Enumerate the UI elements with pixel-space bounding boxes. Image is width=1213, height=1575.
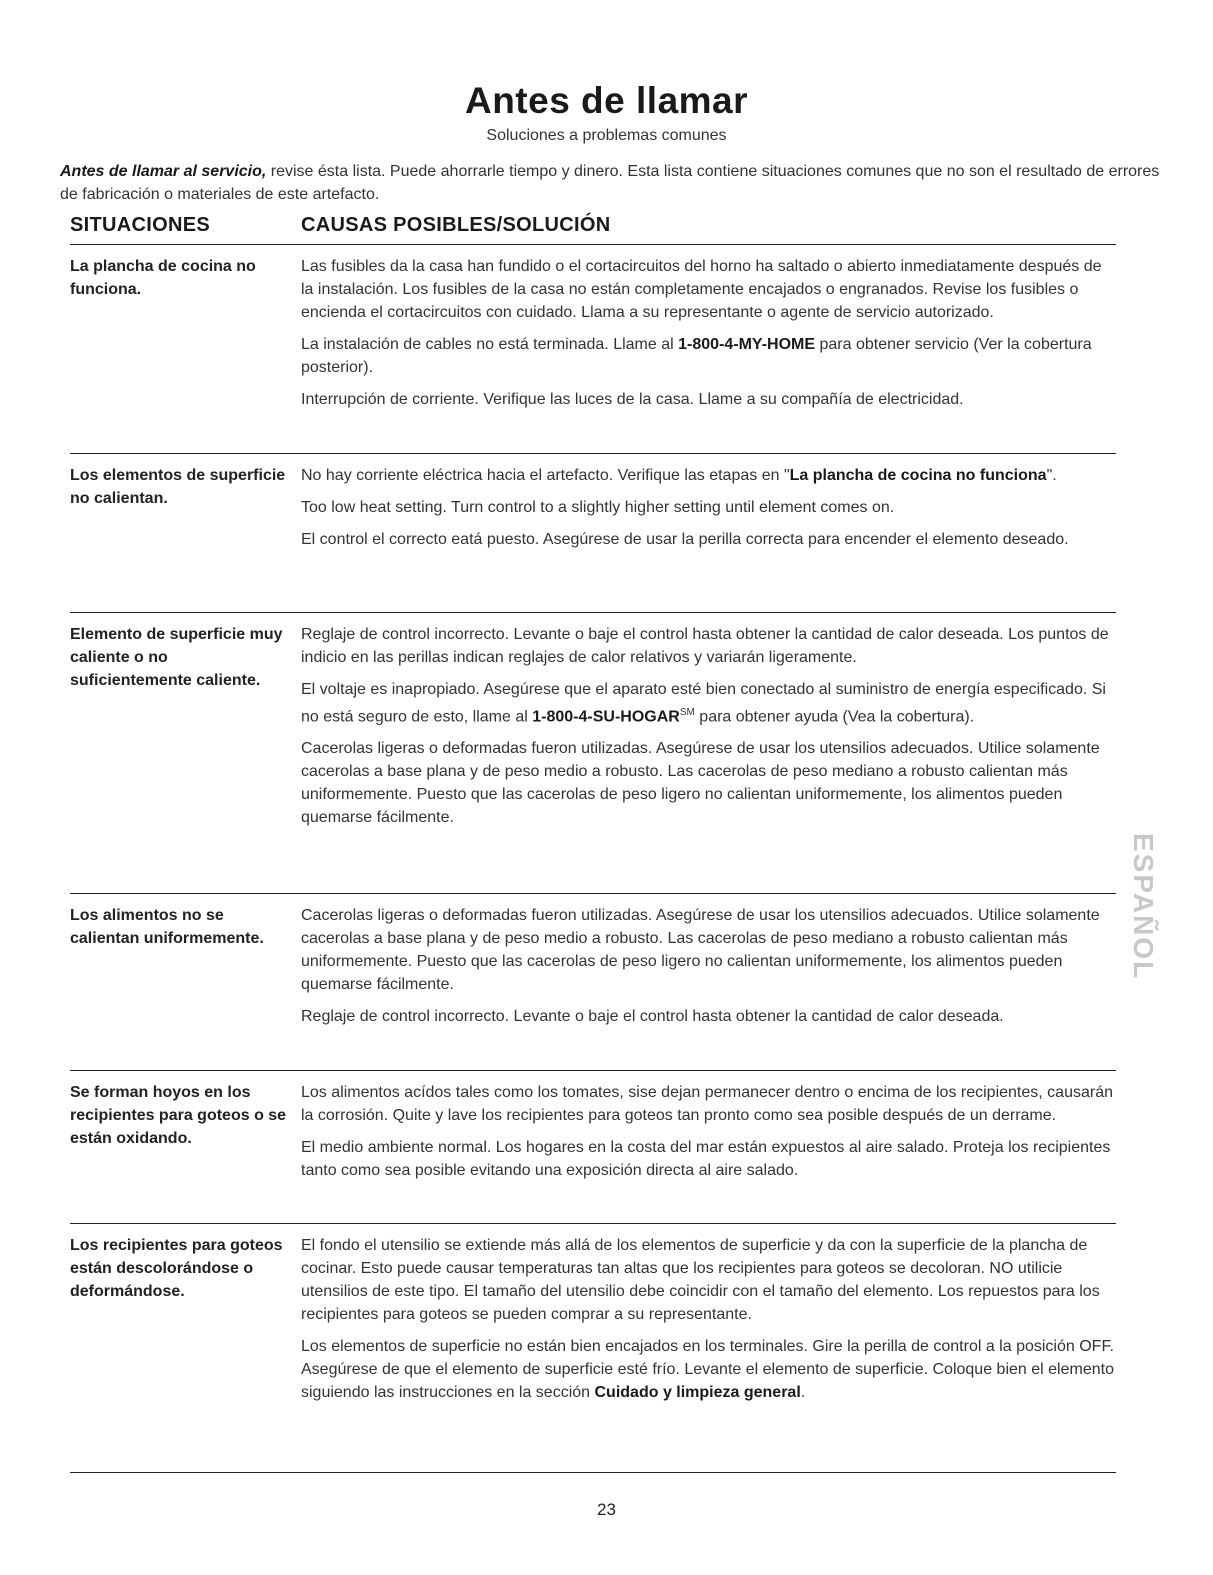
cause-text: para obtener servicio (Ver la cobertura posterior). [301,336,1092,376]
cause-emphasis: Cuidado y limpieza general [594,1384,801,1401]
cause-paragraph: Cacerolas ligeras o deformadas fueron utilizadas. Asegúrese de usar los utensilios adecuados. Utilice solamente cacerolas a base plana y de peso medio a robusto. Las cacerolas de peso mediano a robusto calientan más uniformemente. Puesto que las cacerolas de peso ligero no calientan uniformemente, los alimentos pueden quemarse fácilmente. [301,907,1100,993]
situation-label: La plancha de cocina no funciona. [70,258,256,298]
cause-emphasis: La plancha de cocina no funciona [789,467,1047,484]
situation-label: Se forman hoyos en los recipientes para goteos o se están oxidando. [70,1084,287,1147]
cause-paragraph: Too low heat setting. Turn control to a slightly higher setting until element comes on. [301,499,895,516]
cause-paragraph: El control el correcto eatá puesto. Asegúrese de usar la perilla correcta para encender el elemento deseado. [301,531,1069,548]
cause-paragraph [301,464,1116,487]
cause-paragraph: Cacerolas ligeras o deformadas fueron utilizadas. Asegúrese de usar los utensilios adecuados. Utilice solamente cacerolas a base plana y de peso medio a robusto. Las cacerolas de peso mediano a robusto calientan más uniformemente. Puesto que las cacerolas de peso ligero no calientan uniformemente, los alimentos pueden quemarse fácilmente. [301,740,1100,827]
table-row [70,453,1116,548]
cause-text: Los elementos de superficie no están bien encajados en los terminales. Gire la perilla de control a la posición OFF. Asegúrese de que el elemento de superficie esté frío. Levante el elemento de superficie. Coloque bien el elemento siguiendo las instrucciones en la sección [301,1338,1114,1401]
service-mark: SM [679,707,695,718]
cause-paragraph: Las fusibles da la casa han fundido o el cortacircuitos del horno ha saltado o abierto inmediatamente después de la instalación. Los fusibles de la casa no están completamente encajados o engranados. Revise los fusibles o encienda el cortacircuitos con cuidado. Llama a su representante o agente de servicio autorizado. [301,258,1102,321]
column-header-situations: SITUACIONES [70,214,210,236]
cause-paragraph [301,678,1116,728]
cause-emphasis: 1-800-4-MY-HOME [678,336,816,353]
cause-paragraph [301,1335,1116,1404]
intro-lead: Antes de llamar al servicio, [60,163,267,180]
page-title: Antes de llamar [464,80,749,121]
table-row [70,1070,1116,1179]
intro-paragraph [60,160,1160,206]
causes-cell [301,623,1116,838]
table-bottom-divider [70,1472,1116,1473]
intro-text: revise ésta lista. Puede ahorrarle tiempo y dinero. Esta lista contiene situaciones comunes que no son el resultado de errores de fabricación o materiales de este artefacto. [60,163,1160,203]
causes-cell [301,904,1116,1037]
cause-text: para obtener ayuda (Vea la cobertura). [694,708,975,726]
causes-cell [301,464,1116,560]
situation-label: Los recipientes para goteos están descolorándose o deformándose. [70,1237,283,1300]
cause-text: . [800,1384,806,1401]
cause-paragraph: Interrupción de corriente. Verifique las luces de la casa. Llame a su compañía de electricidad. [301,391,964,408]
situation-label: Los elementos de superficie no calientan. [70,467,286,507]
situation-label: Elemento de superficie muy caliente o no suficientemente caliente. [70,626,283,689]
column-header-causes: CAUSAS POSIBLES/SOLUCIÓN [301,214,611,236]
cause-text: El voltaje es inapropiado. Asegúrese que el aparato esté bien conectado al suministro de energía especificado. Si no está seguro de esto, llame al [301,681,1106,726]
causes-cell [301,1234,1116,1413]
page-number: 23 [597,1500,616,1519]
language-side-tab [1124,832,1162,982]
language-side-tab-label: ESPAÑOL [1128,833,1159,981]
table-row [70,893,1116,1025]
causes-cell [301,1081,1116,1191]
table-row [70,1223,1116,1401]
table-row [70,612,1116,827]
page-subtitle: Soluciones a problemas comunes [486,127,727,144]
cause-paragraph [301,333,1116,379]
cause-text: La instalación de cables no está terminada. Llame al [301,336,679,353]
cause-emphasis: 1-800-4-SU-HOGAR [532,708,680,726]
cause-paragraph: Reglaje de control incorrecto. Levante o baje el control hasta obtener la cantidad de calor deseada. Los puntos de indicio en las perillas indican reglajes de calor relativos y variarán ligeramente. [301,626,1109,666]
cause-paragraph: Los alimentos acídos tales como los tomates, sise dejan permanecer dentro o encima de los recipientes, causarán la corrosión. Quite y lave los recipientes para goteos tan pronto como sea posible después de un derrame. [301,1084,1113,1124]
cause-paragraph: El fondo el utensilio se extiende más allá de los elementos de superficie y da con la superficie de la plancha de cocinar. Esto puede causar temperaturas tan altas que los recipientes para goteos se decoloran. NO utilicie utensilios de este tipo. El tamaño del utensilio debe coincidir con el tamaño del elemento. Los repuestos para los recipientes para goteos se pueden comprar a su representante. [301,1237,1100,1323]
cause-text: No hay corriente eléctrica hacia el artefacto. Verifique las etapas en " [301,467,790,484]
cause-text: ". [1046,467,1057,484]
situation-label: Los alimentos no se calientan uniformemente. [70,907,264,947]
table-row [70,244,1116,408]
causes-cell [301,255,1116,420]
cause-paragraph: Reglaje de control incorrecto. Levante o baje el control hasta obtener la cantidad de calor deseada. [301,1008,1004,1025]
cause-paragraph: El medio ambiente normal. Los hogares en la costa del mar están expuestos al aire salado. Proteja los recipientes tanto como sea posible evitando una exposición directa al aire salado. [301,1139,1111,1179]
